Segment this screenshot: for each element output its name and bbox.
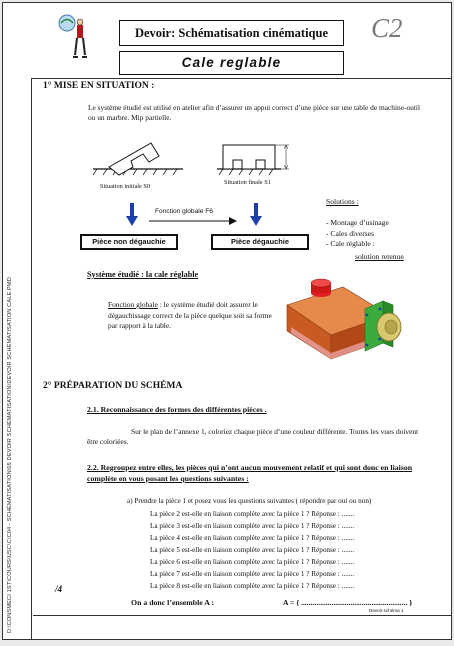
section2-heading: 2° PRÉPARATION DU SCHÉMA bbox=[43, 381, 183, 391]
piece-non-degauchie-box bbox=[80, 234, 178, 250]
question-row: La pièce 2 est-elle en liaison complète avec la pièce 1 ? Réponse : ....... bbox=[150, 510, 355, 518]
header-title-box bbox=[119, 20, 344, 46]
logo-figure-icon bbox=[55, 13, 91, 61]
solution-item: - Cales diverses bbox=[326, 228, 375, 238]
side-file-path: D:\CONSMECI 1ST\COURS\USC\C\C04 - SCHÉMATISATION\05 DEVOIR SCHÉMATISATION\DEVOIR SCHÉMATISATION CALE.PMD bbox=[7, 277, 13, 633]
document-page bbox=[2, 2, 452, 640]
arrow-down-right-icon bbox=[250, 203, 262, 227]
footer-divider bbox=[33, 615, 451, 616]
piece-degauchie-box bbox=[211, 234, 309, 250]
footer-ref: Devoir schéma 1 bbox=[369, 608, 404, 613]
piece-non-degauchie-label: Pièce non dégauchie bbox=[92, 237, 166, 246]
question-row: La pièce 8 est-elle en liaison complète avec la pièce 1 ? Réponse : ....... bbox=[150, 582, 355, 590]
arrow-right-icon bbox=[149, 217, 239, 225]
solutions-list bbox=[326, 218, 389, 250]
header-code: C2 bbox=[371, 13, 403, 43]
conclusion-value: A = { ........................................................ } bbox=[283, 598, 413, 607]
solution-retenue: solution retenue bbox=[355, 252, 404, 261]
header-divider bbox=[31, 78, 451, 79]
score-label: /4 bbox=[55, 584, 63, 594]
solutions-title: Solutions : bbox=[326, 197, 359, 206]
fonction-globale-body: : le système étudié doit assurer le dégauchissage correct de la pièce quelque soit sa forme par rapport à la table. bbox=[108, 300, 272, 331]
question-row: La pièce 3 est-elle en liaison complète avec la pièce 1 ? Réponse : ....... bbox=[150, 522, 355, 530]
question-row: La pièce 7 est-elle en liaison complète avec la pièce 1 ? Réponse : ....... bbox=[150, 570, 355, 578]
situation-initiale-drawing bbox=[91, 137, 183, 179]
cale-reglable-3d-image bbox=[281, 275, 409, 369]
question-row: La pièce 5 est-elle en liaison complète avec la pièce 1 ? Réponse : ....... bbox=[150, 546, 355, 554]
fonction-globale-title: Fonction globale bbox=[108, 300, 158, 309]
header-title: Devoir: Schématisation cinématique bbox=[134, 26, 329, 40]
question-row: La pièce 4 est-elle en liaison complète avec la pièce 1 ? Réponse : ....... bbox=[150, 534, 355, 542]
s22-a-text: a) Prendre la pièce 1 et posez vous les questions suivantes ( répondre par oui ou non) bbox=[127, 497, 372, 505]
systeme-etudie: Système étudié : la cale réglable bbox=[87, 270, 199, 279]
solution-item: - Montage d’usinage bbox=[326, 218, 389, 227]
conclusion-label: On a donc l’ensemble A : bbox=[131, 598, 214, 607]
section1-intro: Le système étudié est utilisé en atelier afin d’assurer un appui correct d’une pièce sur une table de machine-outil ou un marbre. Mip partielle. bbox=[88, 103, 421, 122]
piece-degauchie-label: Pièce dégauchie bbox=[231, 237, 289, 246]
s22-title: 2.2. Regroupez entre elles, les pièces qui n’ont aucun mouvement relatif et qui sont donc en liaison complète en vous posant les questions suivantes : bbox=[87, 463, 413, 483]
margin-line bbox=[31, 79, 32, 639]
fonction-globale-text bbox=[108, 300, 276, 332]
situation-finale-label: Situation finale S1 bbox=[224, 179, 271, 186]
section1-heading: 1° MISE EN SITUATION : bbox=[43, 81, 155, 91]
situation-finale-drawing bbox=[215, 141, 301, 177]
header-subtitle-box bbox=[119, 51, 344, 75]
situation-initiale-label: Situation initiale S0 bbox=[100, 183, 151, 190]
s21-title: 2.1. Reconnaissance des formes des différentes pièces . bbox=[87, 405, 267, 414]
fonction-globale-label: Fonction globale F6 bbox=[155, 208, 213, 215]
solution-item: - Cale réglable : bbox=[326, 239, 375, 249]
arrow-down-left-icon bbox=[126, 203, 138, 227]
s21-text: Sur le plan de l’annexe 1, coloriez chaque pièce d’une couleur différente. Toutes les vues doivent être coloriées. bbox=[87, 427, 419, 446]
header-subtitle: Cale reglable bbox=[181, 55, 282, 70]
question-row: La pièce 6 est-elle en liaison complète avec la pièce 1 ? Réponse : ....... bbox=[150, 558, 355, 566]
